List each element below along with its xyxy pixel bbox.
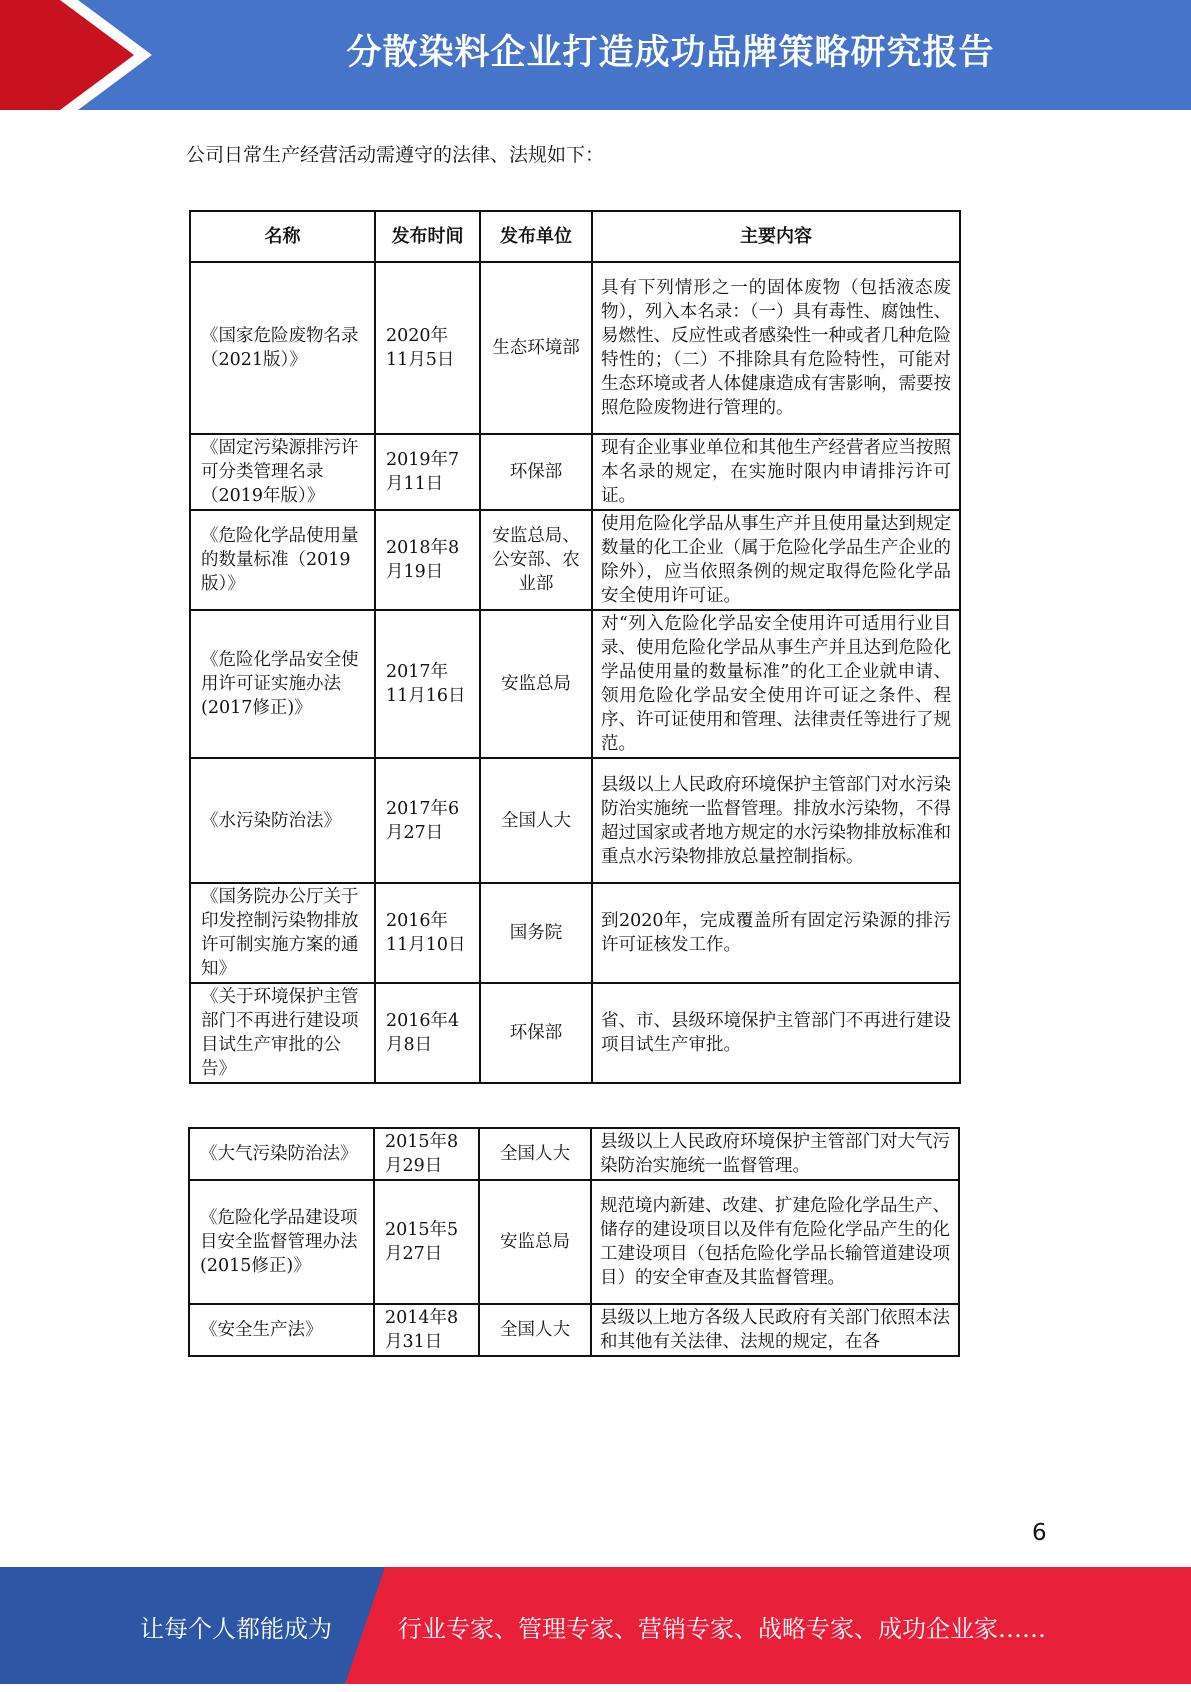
- header-content: 主要内容: [592, 211, 960, 262]
- law-content: 县级以上人民政府环境保护主管部门对水污染防治实施统一监督管理。排放水污染物，不得超过国家或者地方规定的水污染物排放标准和重点水污染物排放总量控制指标。: [592, 758, 960, 883]
- law-content: 规范境内新建、改建、扩建危险化学品生产、储存的建设项目以及伴有危险化学品产生的化工建设项目（包括危险化学品长输管道建设项目）的安全审查及其监督管理。: [591, 1180, 959, 1304]
- law-content: 现有企业事业单位和其他生产经营者应当按照本名录的规定，在实施时限内申请排污许可证。: [592, 434, 960, 510]
- laws-table-continued: [188, 1127, 960, 1357]
- footer-slogan-right: 行业专家、管理专家、营销专家、战略专家、成功企业家……: [398, 1615, 1046, 1643]
- law-name: 《危险化学品安全使用许可证实施办法(2017修正)》: [190, 610, 375, 758]
- table-row: [189, 1304, 959, 1356]
- table-row: [190, 883, 960, 983]
- law-content: 具有下列情形之一的固体废物（包括液态废物），列入本名录：（一）具有毒性、腐蚀性、易燃性、反应性或者感染性一种或者几种危险特性的；（二）不排除具有危险特性，可能对生态环境或者人体健康造成有害影响，需要按照危险废物进行管理的。: [592, 262, 960, 434]
- law-name: 《水污染防治法》: [190, 758, 375, 883]
- law-org: 环保部: [480, 434, 592, 510]
- law-date: 2019年7月11日: [375, 434, 480, 510]
- law-org: 全国人大: [479, 1304, 591, 1356]
- law-name: 《国务院办公厅关于印发控制污染物排放许可制实施方案的通知》: [190, 883, 375, 983]
- law-name: 《危险化学品建设项目安全监督管理办法(2015修正)》: [189, 1180, 374, 1304]
- footer-banner: [0, 1567, 1191, 1684]
- intro-paragraph: 公司日常生产经营活动需遵守的法律、法规如下：: [186, 144, 605, 166]
- law-date: 2017年11月16日: [375, 610, 480, 758]
- law-org: 环保部: [480, 983, 592, 1083]
- law-content: 对“列入危险化学品安全使用许可适用行业目录、使用危险化学品从事生产并且达到危险化学品使用量的数量标准”的化工企业就申请、领用危险化学品安全使用许可证之条件、程序、许可证使用和管理、法律责任等进行了规范。: [592, 610, 960, 758]
- header-name: 名称: [190, 211, 375, 262]
- law-content: 省、市、县级环境保护主管部门不再进行建设项目试生产审批。: [592, 983, 960, 1083]
- law-date: 2017年6月27日: [375, 758, 480, 883]
- table-row: [190, 758, 960, 883]
- table-row: [189, 1128, 959, 1180]
- table-row: [189, 1180, 959, 1304]
- header-date: 发布时间: [375, 211, 480, 262]
- laws-table: [189, 210, 961, 1084]
- law-date: 2014年8月31日: [374, 1304, 479, 1356]
- law-date: 2016年11月10日: [375, 883, 480, 983]
- law-name: 《固定污染源排污许可分类管理名录（2019年版）》: [190, 434, 375, 510]
- law-org: 全国人大: [479, 1128, 591, 1180]
- header-banner: [0, 0, 1191, 110]
- law-content: 到2020年，完成覆盖所有固定污染源的排污许可证核发工作。: [592, 883, 960, 983]
- law-name: 《安全生产法》: [189, 1304, 374, 1356]
- table-row: [190, 262, 960, 434]
- law-date: 2018年8月19日: [375, 510, 480, 610]
- law-org: 安监总局、公安部、农业部: [480, 510, 592, 610]
- law-org: 安监总局: [480, 610, 592, 758]
- law-name: 《危险化学品使用量的数量标准（2019版）》: [190, 510, 375, 610]
- law-date: 2015年5月27日: [374, 1180, 479, 1304]
- law-org: 国务院: [480, 883, 592, 983]
- law-date: 2016年4月8日: [375, 983, 480, 1083]
- page-title: 分散染料企业打造成功品牌策略研究报告: [346, 33, 995, 73]
- law-name: 《关于环境保护主管部门不再进行建设项目试生产审批的公告》: [190, 983, 375, 1083]
- law-date: 2015年8月29日: [374, 1128, 479, 1180]
- law-org: 生态环境部: [480, 262, 592, 434]
- table-row: [190, 983, 960, 1083]
- header-red-block: [0, 0, 140, 110]
- law-name: 《大气污染防治法》: [189, 1128, 374, 1180]
- footer-slogan-left: 让每个人都能成为: [140, 1615, 332, 1643]
- law-content: 县级以上人民政府环境保护主管部门对大气污染防治实施统一监督管理。: [591, 1128, 959, 1180]
- page-number: 6: [1032, 1520, 1047, 1546]
- table-row: [190, 434, 960, 510]
- law-date: 2020年11月5日: [375, 262, 480, 434]
- table-row: [190, 610, 960, 758]
- table-header-row: [190, 211, 960, 262]
- law-name: 《国家危险废物名录（2021版）》: [190, 262, 375, 434]
- law-org: 全国人大: [480, 758, 592, 883]
- law-content: 使用危险化学品从事生产并且使用量达到规定数量的化工企业（属于危险化学品生产企业的除外），应当依照条例的规定取得危险化学品安全使用许可证。: [592, 510, 960, 610]
- law-content: 县级以上地方各级人民政府有关部门依照本法和其他有关法律、法规的规定，在各: [591, 1304, 959, 1356]
- law-org: 安监总局: [479, 1180, 591, 1304]
- header-org: 发布单位: [480, 211, 592, 262]
- table-row: [190, 510, 960, 610]
